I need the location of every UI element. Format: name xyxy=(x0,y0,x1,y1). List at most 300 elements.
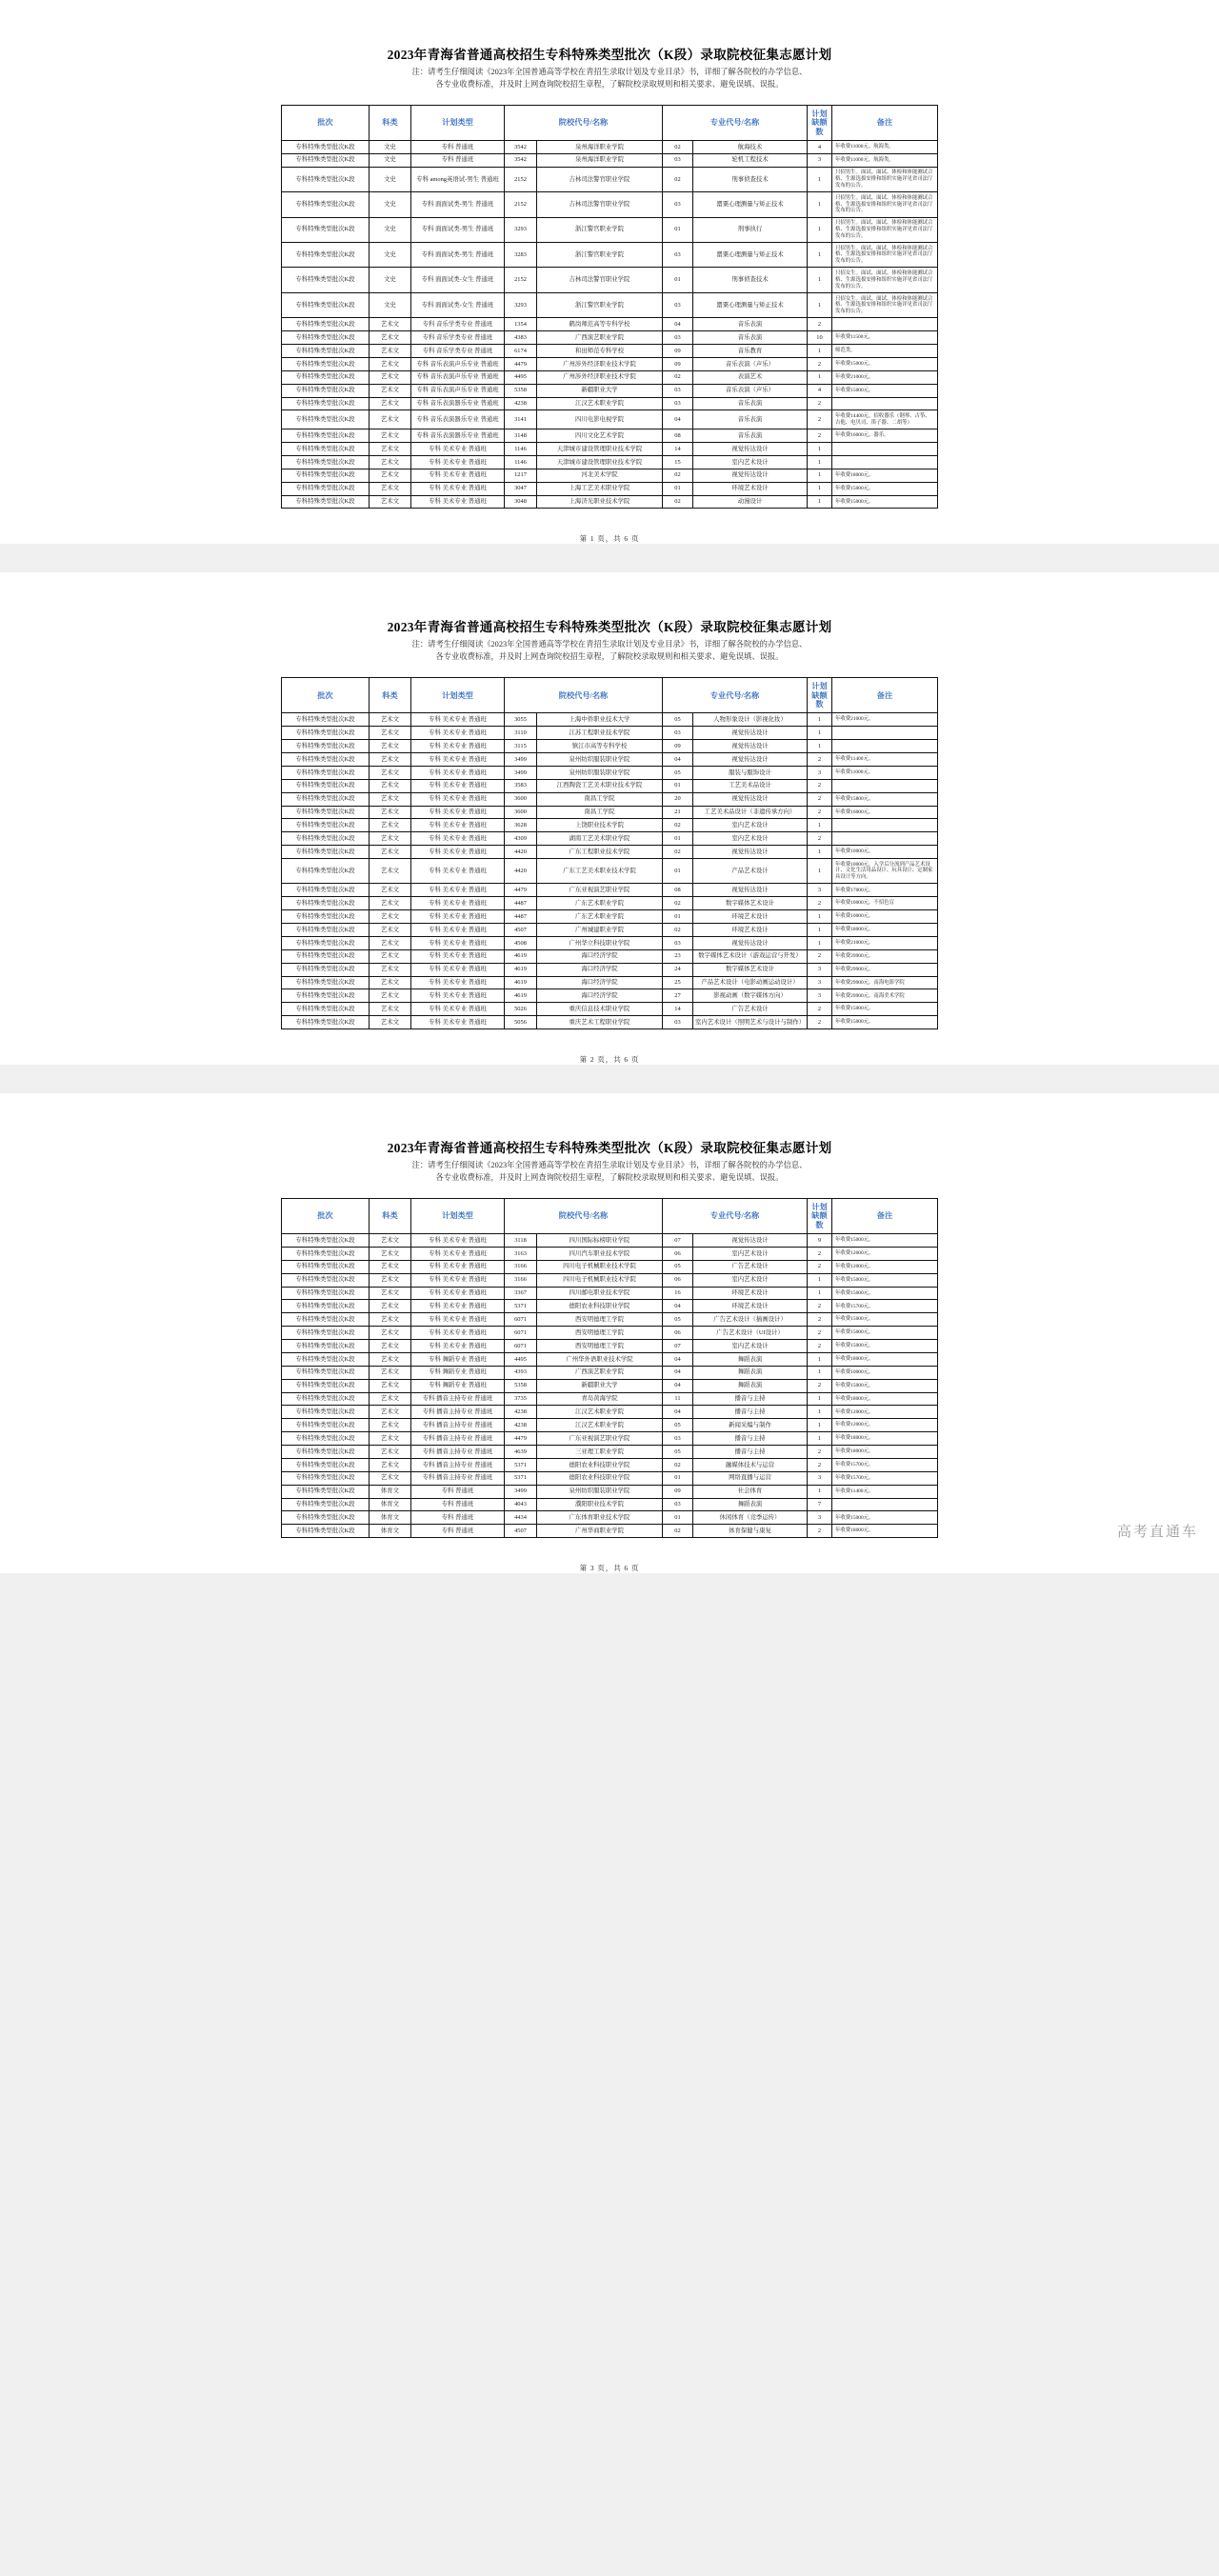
batch-cell: 专科特殊类型批次K段 xyxy=(282,217,370,242)
plan-type-cell: 专科 播音主持专业 普通班 xyxy=(411,1458,505,1471)
plan-count-cell: 2 xyxy=(808,949,832,963)
plan-count-cell: 7 xyxy=(808,1498,832,1511)
major-name-cell: 音乐表演 xyxy=(693,318,808,331)
column-header-plan-type: 计划类型 xyxy=(411,105,505,140)
document-page xyxy=(0,572,1219,1065)
school-name-cell: 浙江警官职业学院 xyxy=(537,292,663,317)
batch-cell: 专科特殊类型批次K段 xyxy=(282,370,370,384)
major-code-cell: 09 xyxy=(663,1485,693,1498)
major-name-cell: 室内艺术设计 xyxy=(693,1340,808,1353)
batch-cell: 专科特殊类型批次K段 xyxy=(282,989,370,1003)
plan-count-cell: 1 xyxy=(808,443,832,456)
major-name-cell: 罂粟心理测量与矫正技术 xyxy=(693,192,808,217)
major-name-cell: 人物形象设计（影视化妆） xyxy=(693,713,808,727)
major-code-cell: 04 xyxy=(663,318,693,331)
plan-type-cell: 专科 舞蹈专业 普通班 xyxy=(411,1379,505,1392)
major-name-cell: 数字媒体艺术设计 xyxy=(693,963,808,976)
table-row xyxy=(282,1352,938,1366)
document-note xyxy=(0,1160,1219,1185)
remark-cell: 年收费11500元。 xyxy=(832,331,938,345)
column-header-school: 院校代号/名称 xyxy=(505,1198,663,1233)
note-line-2: 各专业收费标准，并及时上网查询院校招生章程，了解院校录取规则和相关要求、避免误填、误报。 xyxy=(435,79,784,89)
major-name-cell: 播音与主持 xyxy=(693,1432,808,1446)
school-name-cell: 和田师范专科学校 xyxy=(537,345,663,358)
batch-cell: 专科特殊类型批次K段 xyxy=(282,1352,370,1366)
column-header-category: 科类 xyxy=(370,105,411,140)
table-row xyxy=(282,1392,938,1406)
school-name-cell: 广东艺术职业学院 xyxy=(537,910,663,924)
plan-type-cell: 专科 美术专业 普通班 xyxy=(411,1260,505,1273)
category-cell: 艺术文 xyxy=(370,713,411,727)
category-cell: 艺术文 xyxy=(370,1458,411,1471)
school-code-cell: 4619 xyxy=(505,949,537,963)
batch-cell: 专科特殊类型批次K段 xyxy=(282,1471,370,1485)
school-code-cell: 3499 xyxy=(505,1485,537,1498)
table-row xyxy=(282,443,938,456)
page-separator xyxy=(0,1080,1219,1093)
plan-count-cell: 1 xyxy=(808,345,832,358)
batch-cell: 专科特殊类型批次K段 xyxy=(282,1340,370,1353)
category-cell: 艺术文 xyxy=(370,963,411,976)
major-name-cell: 影视动画（数字媒体方向） xyxy=(693,989,808,1003)
school-name-cell: 四川汽车职业技术学院 xyxy=(537,1247,663,1260)
table-row xyxy=(282,832,938,846)
remark-cell: 年收费15700元。 xyxy=(832,1300,938,1313)
table-row xyxy=(282,1327,938,1340)
plan-type-cell: 专科 美术专业 普通班 xyxy=(411,1313,505,1327)
category-cell: 艺术文 xyxy=(370,384,411,397)
school-name-cell: 上饶职业技术学院 xyxy=(537,819,663,832)
school-name-cell: 广州华立科技职业学院 xyxy=(537,936,663,949)
plan-count-cell: 1 xyxy=(808,1392,832,1406)
plan-type-cell: 专科 美术专业 普通班 xyxy=(411,766,505,779)
school-name-cell: 上海中侨职业技术大学 xyxy=(537,713,663,727)
batch-cell: 专科特殊类型批次K段 xyxy=(282,384,370,397)
major-code-cell: 03 xyxy=(663,292,693,317)
plan-count-cell: 2 xyxy=(808,1016,832,1029)
school-name-cell: 广州城建职业学院 xyxy=(537,924,663,937)
category-cell: 文史 xyxy=(370,292,411,317)
major-name-cell: 广告艺术设计（插画设计） xyxy=(693,1313,808,1327)
plan-type-cell: 专科 美术专业 普通班 xyxy=(411,443,505,456)
plan-count-cell: 4 xyxy=(808,384,832,397)
school-name-cell: 四川文化艺术学院 xyxy=(537,429,663,443)
column-header-remark: 备注 xyxy=(832,1198,938,1233)
remark-cell: 年收费14400元。招收器乐（钢琴、古筝、吉他、电贝司、笛子器、二胡等） xyxy=(832,410,938,429)
plan-count-cell: 1 xyxy=(808,713,832,727)
major-code-cell: 03 xyxy=(663,1498,693,1511)
plan-count-cell: 2 xyxy=(808,397,832,410)
school-code-cell: 5371 xyxy=(505,1471,537,1485)
major-code-cell: 03 xyxy=(663,936,693,949)
major-code-cell: 03 xyxy=(663,243,693,268)
school-code-cell: 4434 xyxy=(505,1511,537,1525)
page-separator xyxy=(0,559,1219,572)
batch-cell: 专科特殊类型批次K段 xyxy=(282,1485,370,1498)
major-code-cell: 01 xyxy=(663,1511,693,1525)
major-name-cell: 产品艺术设计 xyxy=(693,859,808,884)
table-row xyxy=(282,910,938,924)
major-code-cell: 01 xyxy=(663,779,693,792)
plan-type-cell: 专科 播音主持专业 普通班 xyxy=(411,1446,505,1459)
school-name-cell: 天津城市建设管理职业技术学院 xyxy=(537,443,663,456)
table-header xyxy=(282,678,938,713)
category-cell: 艺术文 xyxy=(370,397,411,410)
school-code-cell: 3542 xyxy=(505,140,537,153)
major-code-cell: 01 xyxy=(663,1471,693,1485)
school-code-cell: 4479 xyxy=(505,884,537,897)
table-row xyxy=(282,1234,938,1248)
major-code-cell: 27 xyxy=(663,989,693,1003)
plan-count-cell: 1 xyxy=(808,292,832,317)
school-name-cell: 广东亚视演艺职业学院 xyxy=(537,884,663,897)
plan-count-cell: 1 xyxy=(808,455,832,469)
school-name-cell: 新疆职业大学 xyxy=(537,384,663,397)
plan-count-cell: 2 xyxy=(808,1525,832,1538)
category-cell: 艺术文 xyxy=(370,859,411,884)
column-header-school: 院校代号/名称 xyxy=(505,678,663,713)
school-name-cell: 广东工程职业技术学院 xyxy=(537,846,663,859)
major-code-cell: 01 xyxy=(663,217,693,242)
plan-count-cell: 1 xyxy=(808,910,832,924)
plan-count-cell: 2 xyxy=(808,1247,832,1260)
plan-count-cell: 2 xyxy=(808,1379,832,1392)
major-name-cell: 广告艺术设计 xyxy=(693,1260,808,1273)
plan-type-cell: 专科 普通班 xyxy=(411,1498,505,1511)
major-code-cell: 23 xyxy=(663,949,693,963)
category-cell: 艺术文 xyxy=(370,949,411,963)
category-cell: 艺术文 xyxy=(370,884,411,897)
school-name-cell: 吉林司法警官职业学院 xyxy=(537,268,663,292)
school-name-cell: 四川电子机械职业技术学院 xyxy=(537,1273,663,1287)
table-row xyxy=(282,1446,938,1459)
plan-type-cell: 专科 美术专业 普通班 xyxy=(411,806,505,819)
page-title: 2023年青海省普通高校招生专科特殊类型批次（K段）录取院校征集志愿计划 xyxy=(387,620,832,635)
school-code-cell: 3499 xyxy=(505,766,537,779)
major-name-cell: 视觉传达设计 xyxy=(693,753,808,767)
major-name-cell: 视觉传达设计 xyxy=(693,792,808,806)
table-row xyxy=(282,740,938,753)
major-name-cell: 舞蹈表演 xyxy=(693,1366,808,1379)
column-header-school: 院校代号/名称 xyxy=(505,105,663,140)
table-row xyxy=(282,410,938,429)
school-name-cell: 广东体育职业技术学院 xyxy=(537,1511,663,1525)
remark-cell: 年收费18000元。 xyxy=(832,924,938,937)
plan-count-cell: 1 xyxy=(808,1287,832,1300)
document-note xyxy=(0,639,1219,664)
table-row xyxy=(282,397,938,410)
remark-cell: 只招女生。面试、面试、体检和体能测试合格、生源选拔安排和组织实施详见省司法厅发布的公告。 xyxy=(832,268,938,292)
major-code-cell: 05 xyxy=(663,1446,693,1459)
batch-cell: 专科特殊类型批次K段 xyxy=(282,846,370,859)
school-name-cell: 海口经济学院 xyxy=(537,949,663,963)
plan-type-cell: 专科 音乐表演声乐专业 普通班 xyxy=(411,370,505,384)
school-code-cell: 3367 xyxy=(505,1287,537,1300)
remark-cell: 年收费10000元。 xyxy=(832,1366,938,1379)
batch-cell: 专科特殊类型批次K段 xyxy=(282,1379,370,1392)
plan-count-cell: 1 xyxy=(808,243,832,268)
plan-type-cell: 专科 播音主持专业 普通班 xyxy=(411,1406,505,1419)
school-name-cell: 上海济光职业技术学院 xyxy=(537,495,663,509)
batch-cell: 专科特殊类型批次K段 xyxy=(282,1313,370,1327)
school-code-cell: 4639 xyxy=(505,1446,537,1459)
plan-count-cell: 3 xyxy=(808,884,832,897)
table-row xyxy=(282,217,938,242)
category-cell: 体育文 xyxy=(370,1485,411,1498)
remark-cell: 年收费15000元。 xyxy=(832,1287,938,1300)
batch-cell: 专科特殊类型批次K段 xyxy=(282,357,370,370)
school-name-cell: 德阳农业科技职业学院 xyxy=(537,1300,663,1313)
school-name-cell: 海口经济学院 xyxy=(537,976,663,989)
plan-count-cell: 3 xyxy=(808,963,832,976)
remark-cell: 年收费15800元。 xyxy=(832,792,938,806)
plan-type-cell: 专科 舞蹈专业 普通班 xyxy=(411,1366,505,1379)
major-code-cell: 04 xyxy=(663,1352,693,1366)
school-code-cell: 5358 xyxy=(505,1379,537,1392)
plan-type-cell: 专科 美术专业 普通班 xyxy=(411,1300,505,1313)
table-row xyxy=(282,1300,938,1313)
column-header-batch: 批次 xyxy=(282,105,370,140)
batch-cell: 专科特殊类型批次K段 xyxy=(282,167,370,191)
remark-cell: 年收费15000元。 xyxy=(832,357,938,370)
count-label-line2: 缺额数 xyxy=(811,690,828,709)
school-code-cell: 4487 xyxy=(505,910,537,924)
plan-type-cell: 专科 音乐学类专业 普通班 xyxy=(411,331,505,345)
table-row xyxy=(282,1260,938,1273)
table-header xyxy=(282,105,938,140)
batch-cell: 专科特殊类型批次K段 xyxy=(282,792,370,806)
batch-cell: 专科特殊类型批次K段 xyxy=(282,897,370,910)
major-code-cell: 07 xyxy=(663,1340,693,1353)
major-name-cell: 刑事执行 xyxy=(693,217,808,242)
plan-count-cell: 10 xyxy=(808,331,832,345)
category-cell: 艺术文 xyxy=(370,345,411,358)
batch-cell: 专科特殊类型批次K段 xyxy=(282,1511,370,1525)
category-cell: 艺术文 xyxy=(370,1247,411,1260)
batch-cell: 专科特殊类型批次K段 xyxy=(282,153,370,167)
remark-cell: 年收费29900元。南海美术学院 xyxy=(832,989,938,1003)
school-name-cell: 三亚理工职业学院 xyxy=(537,1446,663,1459)
category-cell: 文史 xyxy=(370,268,411,292)
plan-type-cell: 专科 美术专业 普通班 xyxy=(411,740,505,753)
major-name-cell: 环境艺术设计 xyxy=(693,924,808,937)
plan-count-cell: 2 xyxy=(808,832,832,846)
plan-count-cell: 2 xyxy=(808,1300,832,1313)
school-code-cell: 3148 xyxy=(505,429,537,443)
category-cell: 艺术文 xyxy=(370,318,411,331)
major-name-cell: 工艺美术品设计（非遗传承方向） xyxy=(693,806,808,819)
school-code-cell: 1354 xyxy=(505,318,537,331)
school-code-cell: 4238 xyxy=(505,1406,537,1419)
school-code-cell: 4619 xyxy=(505,976,537,989)
major-code-cell: 03 xyxy=(663,384,693,397)
major-name-cell: 环境艺术设计 xyxy=(693,910,808,924)
plan-type-cell: 专科 面面试类-女生 普通班 xyxy=(411,292,505,317)
category-cell: 艺术文 xyxy=(370,1287,411,1300)
category-cell: 艺术文 xyxy=(370,1379,411,1392)
column-header-count xyxy=(808,105,832,140)
plan-count-cell: 1 xyxy=(808,1352,832,1366)
plan-type-cell: 专科 美术专业 普通班 xyxy=(411,963,505,976)
batch-cell: 专科特殊类型批次K段 xyxy=(282,482,370,495)
category-cell: 艺术文 xyxy=(370,897,411,910)
remark-cell: 年收费15000元。 xyxy=(832,1379,938,1392)
batch-cell: 专科特殊类型批次K段 xyxy=(282,331,370,345)
note-line-1: 注：请考生仔细阅读《2023年全国普通高等学校在青招生录取计划及专业目录》书，详细了解各院校的办学信息、 xyxy=(411,1161,808,1170)
batch-cell: 专科特殊类型批次K段 xyxy=(282,1247,370,1260)
category-cell: 艺术文 xyxy=(370,455,411,469)
plan-type-cell: 专科 美术专业 普通班 xyxy=(411,936,505,949)
column-header-remark: 备注 xyxy=(832,105,938,140)
plan-count-cell: 1 xyxy=(808,1419,832,1432)
plan-type-cell: 专科 面面试类-男生 普通班 xyxy=(411,243,505,268)
batch-cell: 专科特殊类型批次K段 xyxy=(282,1234,370,1248)
major-code-cell: 02 xyxy=(663,819,693,832)
school-code-cell: 3163 xyxy=(505,1247,537,1260)
major-code-cell: 06 xyxy=(663,1247,693,1260)
category-cell: 艺术文 xyxy=(370,832,411,846)
page-footer: 第 3 页，共 6 页 xyxy=(579,1564,640,1573)
school-name-cell: 南昌工学院 xyxy=(537,806,663,819)
batch-cell: 专科特殊类型批次K段 xyxy=(282,819,370,832)
category-cell: 艺术文 xyxy=(370,989,411,1003)
plan-count-cell: 2 xyxy=(808,318,832,331)
batch-cell: 专科特殊类型批次K段 xyxy=(282,397,370,410)
category-cell: 体育文 xyxy=(370,1511,411,1525)
batch-cell: 专科特殊类型批次K段 xyxy=(282,318,370,331)
table-row xyxy=(282,1485,938,1498)
major-name-cell: 音乐表演 xyxy=(693,331,808,345)
major-name-cell: 音乐表演（声乐） xyxy=(693,357,808,370)
table-row xyxy=(282,345,938,358)
school-name-cell: 泉州海洋职业学院 xyxy=(537,140,663,153)
remark-cell: 年收费15000元。 xyxy=(832,1340,938,1353)
batch-cell: 专科特殊类型批次K段 xyxy=(282,1406,370,1419)
plan-count-cell: 3 xyxy=(808,1471,832,1485)
table-row xyxy=(282,792,938,806)
plan-type-cell: 专科 普通班 xyxy=(411,153,505,167)
plan-table xyxy=(281,105,938,509)
column-header-major: 专业代号/名称 xyxy=(663,678,808,713)
plan-type-cell: 专科 among英语试-男生 普通班 xyxy=(411,167,505,191)
school-code-cell: 4238 xyxy=(505,397,537,410)
table-row xyxy=(282,963,938,976)
school-name-cell: 广州华商职业学院 xyxy=(537,1525,663,1538)
school-code-cell: 4479 xyxy=(505,1432,537,1446)
table-row xyxy=(282,1273,938,1287)
table-row xyxy=(282,713,938,727)
table-row xyxy=(282,1471,938,1485)
major-name-cell: 音乐表演 xyxy=(693,397,808,410)
major-name-cell: 轮机工程技术 xyxy=(693,153,808,167)
school-name-cell: 湖南工艺美术职业学院 xyxy=(537,832,663,846)
batch-cell: 专科特殊类型批次K段 xyxy=(282,740,370,753)
school-name-cell: 江汉艺术职业学院 xyxy=(537,397,663,410)
major-code-cell: 03 xyxy=(663,331,693,345)
school-code-cell: 3600 xyxy=(505,792,537,806)
batch-cell: 专科特殊类型批次K段 xyxy=(282,713,370,727)
major-name-cell: 播音与主持 xyxy=(693,1406,808,1419)
plan-count-cell: 2 xyxy=(808,1458,832,1471)
table-row xyxy=(282,1287,938,1300)
major-name-cell: 融媒体技术与运营 xyxy=(693,1458,808,1471)
school-code-cell: 3118 xyxy=(505,1234,537,1248)
note-line-2: 各专业收费标准，并及时上网查询院校招生章程，了解院校录取规则和相关要求、避免误填、误报。 xyxy=(435,1172,784,1182)
table-row xyxy=(282,897,938,910)
table-row xyxy=(282,429,938,443)
batch-cell: 专科特殊类型批次K段 xyxy=(282,1260,370,1273)
category-cell: 艺术文 xyxy=(370,1471,411,1485)
school-name-cell: 泉州海洋职业学院 xyxy=(537,153,663,167)
remark-cell xyxy=(832,443,938,456)
table-row xyxy=(282,779,938,792)
major-name-cell: 视觉传达设计 xyxy=(693,846,808,859)
column-header-count xyxy=(808,678,832,713)
category-cell: 艺术文 xyxy=(370,482,411,495)
table-row xyxy=(282,846,938,859)
major-code-cell: 05 xyxy=(663,713,693,727)
plan-type-cell: 专科 美术专业 普通班 xyxy=(411,495,505,509)
major-code-cell: 05 xyxy=(663,1260,693,1273)
batch-cell: 专科特殊类型批次K段 xyxy=(282,268,370,292)
watermark-label: 高考直通车 xyxy=(1116,1524,1198,1541)
plan-type-cell: 专科 普通班 xyxy=(411,1525,505,1538)
plan-count-cell: 2 xyxy=(808,357,832,370)
batch-cell: 专科特殊类型批次K段 xyxy=(282,963,370,976)
school-code-cell: 6071 xyxy=(505,1327,537,1340)
major-name-cell: 室内艺术设计 xyxy=(693,832,808,846)
school-name-cell: 江汉艺术职业学院 xyxy=(537,1406,663,1419)
school-name-cell: 镇江市高等专科学校 xyxy=(537,740,663,753)
plan-type-cell: 专科 音乐表演声乐专业 普通班 xyxy=(411,384,505,397)
plan-count-cell: 1 xyxy=(808,1406,832,1419)
school-code-cell: 3283 xyxy=(505,243,537,268)
school-name-cell: 天津城市建设管理职业技术学院 xyxy=(537,455,663,469)
plan-count-cell: 2 xyxy=(808,1327,832,1340)
batch-cell: 专科特殊类型批次K段 xyxy=(282,884,370,897)
batch-cell: 专科特殊类型批次K段 xyxy=(282,443,370,456)
plan-type-cell: 专科 美术专业 普通班 xyxy=(411,832,505,846)
school-name-cell: 西安明德理工学院 xyxy=(537,1327,663,1340)
table-row xyxy=(282,989,938,1003)
plan-type-cell: 专科 美术专业 普通班 xyxy=(411,910,505,924)
category-cell: 艺术文 xyxy=(370,1313,411,1327)
major-code-cell: 01 xyxy=(663,910,693,924)
remark-cell: 只招男生。面试、面试、体检和体能测试合格、生源选拔安排和组织实施详见省司法厅发布的公告。 xyxy=(832,243,938,268)
column-header-count xyxy=(808,1198,832,1233)
plan-count-cell: 2 xyxy=(808,753,832,767)
count-label-line2: 缺额数 xyxy=(811,118,828,136)
major-code-cell: 21 xyxy=(663,806,693,819)
table-row xyxy=(282,766,938,779)
school-name-cell: 广州涉外经济职业技术学院 xyxy=(537,357,663,370)
school-code-cell: 5371 xyxy=(505,1300,537,1313)
remark-cell: 年收费18000元。 xyxy=(832,1446,938,1459)
remark-cell: 年收费10000元。 xyxy=(832,846,938,859)
school-code-cell: 3048 xyxy=(505,495,537,509)
major-code-cell: 05 xyxy=(663,1313,693,1327)
count-label-line1: 计划 xyxy=(811,109,828,118)
batch-cell: 专科特殊类型批次K段 xyxy=(282,779,370,792)
category-cell: 文史 xyxy=(370,153,411,167)
major-code-cell: 04 xyxy=(663,753,693,767)
school-code-cell: 6071 xyxy=(505,1340,537,1353)
table-row xyxy=(282,727,938,740)
plan-type-cell: 专科 美术专业 普通班 xyxy=(411,713,505,727)
plan-count-cell: 3 xyxy=(808,766,832,779)
table-row xyxy=(282,370,938,384)
category-cell: 体育文 xyxy=(370,1525,411,1538)
